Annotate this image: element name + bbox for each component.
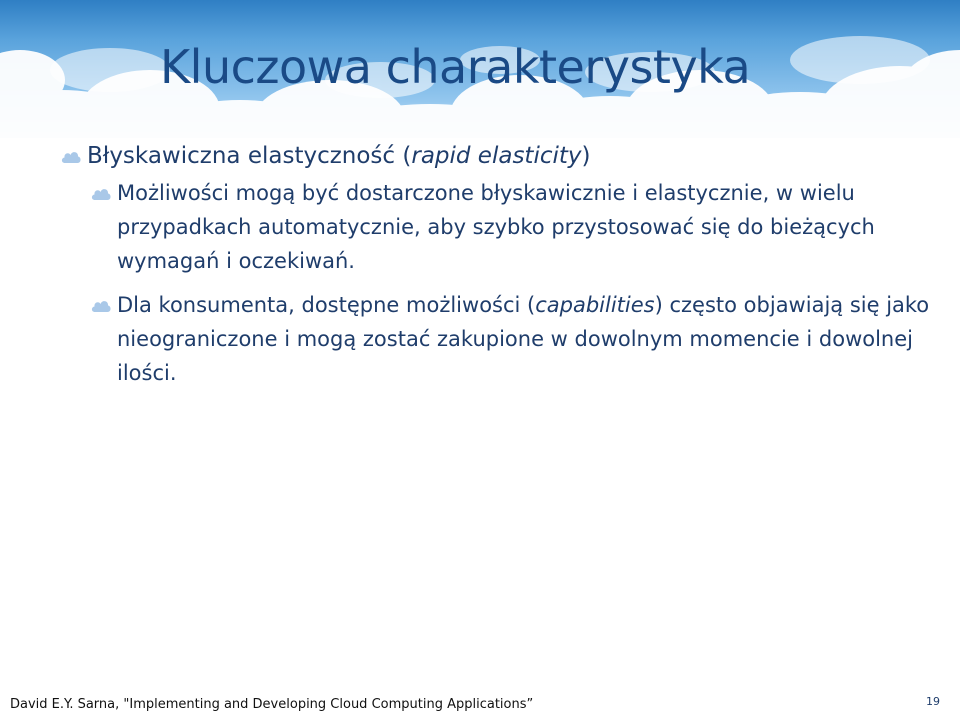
slide-content (60, 140, 940, 390)
sub-bullet-text-part: Dla konsumenta, dostępne możliwości ( (117, 293, 536, 317)
page-number: 19 (926, 695, 940, 708)
sub-bullet-text: Możliwości mogą być dostarczone błyskawicznie i elastycznie, w wielu przypadkach automatycznie, aby szybko przystosować się do bieżących wymagań i oczekiwań. (117, 181, 875, 273)
bullet-text-part: ) (581, 143, 591, 169)
slide-title: Kluczowa charakterystyka (160, 40, 751, 94)
bullet-text-part: Błyskawiczna elastyczność ( (87, 143, 412, 169)
sub-bullet-consumer (90, 288, 940, 390)
bullet-text (87, 140, 940, 172)
bullet-text-italic: rapid elasticity (411, 143, 582, 169)
footer-citation: David E.Y. Sarna, "Implementing and Developing Cloud Computing Applications” (10, 697, 534, 712)
sub-bullet-text-italic: capabilities (535, 293, 655, 317)
sub-bullet-capabilities (90, 176, 940, 278)
sub-bullet-text (117, 288, 940, 390)
bullet-rapid-elasticity (60, 140, 940, 172)
cloud-icon (60, 148, 82, 166)
sub-bullet-text-part: ) często objawiają się jako nieograniczone i mogą zostać zakupione w dowolnym momencie i dowolnej ilości. (117, 293, 930, 385)
cloud-icon (90, 185, 112, 203)
cloud-icon (90, 297, 112, 315)
